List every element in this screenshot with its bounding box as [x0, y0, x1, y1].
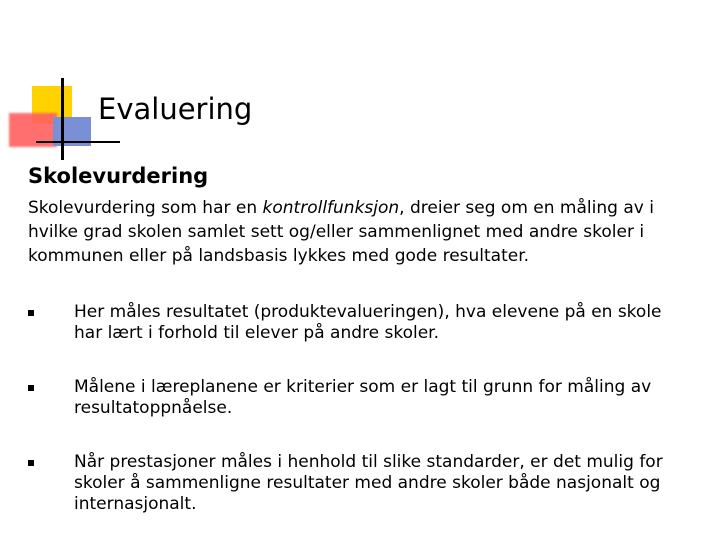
bullet-square-icon [28, 385, 34, 391]
bullet-text: Målene i læreplanene er kriterier som er lagt til grunn for måling av resultatoppnåelse. [74, 377, 652, 418]
bullet-item [28, 452, 688, 515]
bullet-text: Her måles resultatet (produktevalueringen), hva elevene på en skole har lært i forhold til elever på andre skoler. [74, 302, 662, 343]
decorative-logo [0, 0, 120, 165]
slide-title: Evaluering [98, 92, 253, 126]
bullet-text: Når prestasjoner måles i henhold til slike standarder, er det mulig for skoler å sammenligne resultater med andre skoler både nasjonalt og internasjonalt. [74, 452, 663, 514]
logo-horizontal-line [36, 141, 120, 143]
slide-subtitle: Skolevurdering [28, 164, 209, 188]
intro-emphasis: kontrollfunksjon [262, 198, 400, 218]
intro-text-start: Skolevurdering som har en [28, 198, 263, 218]
intro-text-end: , dreier seg om en måling av i hvilke grad skolen samlet sett og/eller sammenlignet med andre skoler i kommunen eller på landsbasis lykkes med gode resultater. [28, 198, 654, 266]
bullet-square-icon [28, 310, 34, 316]
intro-paragraph [28, 196, 688, 268]
bullet-list [28, 302, 688, 515]
bullet-item [28, 377, 688, 419]
bullet-item [28, 302, 688, 344]
logo-vertical-line [61, 78, 64, 160]
bullet-square-icon [28, 460, 34, 466]
